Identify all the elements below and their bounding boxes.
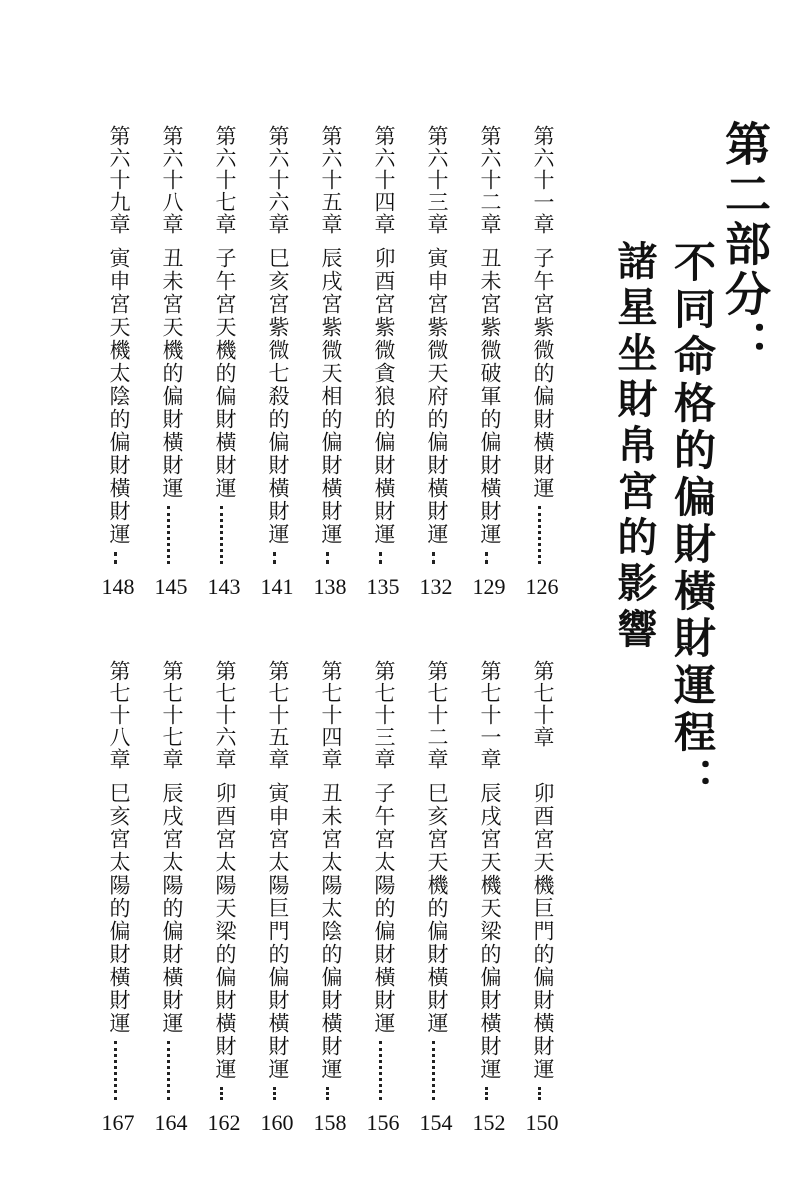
chapter-title: 子午宮紫微的偏財橫財運 — [531, 247, 555, 500]
page-number: 167 — [101, 1110, 135, 1135]
chapter-title: 巳亥宮紫微七殺的偏財橫財運 — [266, 247, 290, 546]
chapter-title: 寅申宮太陽巨門的偏財橫財運 — [266, 782, 290, 1081]
page-number: 152 — [472, 1110, 506, 1135]
chapter-number: 第七十六章 — [213, 660, 237, 770]
chapter-title: 辰戌宮紫微天相的偏財橫財運 — [319, 247, 343, 546]
page-number: 143 — [207, 574, 241, 599]
chapter-number: 第七十章 — [531, 660, 555, 748]
page-number: 126 — [525, 574, 559, 599]
leader-dots — [379, 1041, 382, 1100]
leader-dots — [432, 552, 435, 564]
chapter-number: 第六十九章 — [107, 125, 131, 235]
chapter-number: 第七十四章 — [319, 660, 343, 770]
chapter-number: 第七十二章 — [425, 660, 449, 770]
chapter-title: 子午宮太陽的偏財橫財運 — [372, 782, 396, 1035]
page-number: 138 — [313, 574, 347, 599]
leader-dots — [432, 1041, 435, 1100]
chapter-number: 第六十五章 — [319, 125, 343, 235]
chapter-title: 丑未宮太陽太陰的偏財橫財運 — [319, 782, 343, 1081]
page-number: 145 — [154, 574, 188, 599]
leader-dots — [167, 506, 170, 564]
chapter-number: 第七十五章 — [266, 660, 290, 770]
page-number: 148 — [101, 574, 135, 599]
page-number: 160 — [260, 1110, 294, 1135]
page-number: 150 — [525, 1110, 559, 1135]
chapter-number: 第六十六章 — [266, 125, 290, 235]
leader-dots — [114, 552, 117, 564]
chapter-title: 寅申宮天機太陰的偏財橫財運 — [107, 247, 131, 546]
page-number: 132 — [419, 574, 453, 599]
chapter-number: 第七十一章 — [478, 660, 502, 770]
leader-dots — [538, 506, 541, 564]
leader-dots — [326, 1087, 329, 1100]
chapter-number: 第七十三章 — [372, 660, 396, 770]
chapter-title: 寅申宮紫微天府的偏財橫財運 — [425, 247, 449, 546]
leader-dots — [114, 1041, 117, 1100]
chapter-number: 第六十三章 — [425, 125, 449, 235]
leader-dots — [485, 1087, 488, 1100]
chapter-title: 卯酉宮太陽天梁的偏財橫財運 — [213, 782, 237, 1081]
chapter-number: 第七十八章 — [107, 660, 131, 770]
chapter-number: 第六十四章 — [372, 125, 396, 235]
leader-dots — [220, 1087, 223, 1100]
page-number: 135 — [366, 574, 400, 599]
chapter-title: 巳亥宮太陽的偏財橫財運 — [107, 782, 131, 1035]
chapter-title: 卯酉宮天機巨門的偏財橫財運 — [531, 782, 555, 1081]
chapter-title: 卯酉宮紫微貪狼的偏財橫財運 — [372, 247, 396, 546]
chapter-number: 第六十二章 — [478, 125, 502, 235]
chapter-title: 巳亥宮天機的偏財橫財運 — [425, 782, 449, 1035]
chapter-title: 子午宮天機的偏財橫財運 — [213, 247, 237, 500]
leader-dots — [538, 1087, 541, 1100]
chapter-title: 辰戌宮太陽的偏財橫財運 — [160, 782, 184, 1035]
leader-dots — [273, 1087, 276, 1100]
part-subtitle: 諸星坐財帛宮的影響 — [611, 240, 657, 654]
chapter-number: 第六十一章 — [531, 125, 555, 235]
chapter-title: 辰戌宮天機天梁的偏財橫財運 — [478, 782, 502, 1081]
page-number: 164 — [154, 1110, 188, 1135]
chapter-number: 第六十八章 — [160, 125, 184, 235]
page-number: 158 — [313, 1110, 347, 1135]
page-number: 162 — [207, 1110, 241, 1135]
part-label: 第二部分： — [718, 120, 772, 370]
leader-dots — [167, 1041, 170, 1100]
page-number: 156 — [366, 1110, 400, 1135]
leader-dots — [485, 552, 488, 564]
chapter-number: 第六十七章 — [213, 125, 237, 235]
chapter-title: 丑未宮紫微破軍的偏財橫財運 — [478, 247, 502, 546]
leader-dots — [220, 506, 223, 564]
leader-dots — [326, 552, 329, 564]
leader-dots — [273, 552, 276, 564]
page-number: 154 — [419, 1110, 453, 1135]
page-number: 129 — [472, 574, 506, 599]
page-number: 141 — [260, 574, 294, 599]
chapter-title: 丑未宮天機的偏財橫財運 — [160, 247, 184, 500]
chapter-number: 第七十七章 — [160, 660, 184, 770]
leader-dots — [379, 552, 382, 564]
part-title: 不同命格的偏財橫財運程： — [668, 240, 717, 804]
